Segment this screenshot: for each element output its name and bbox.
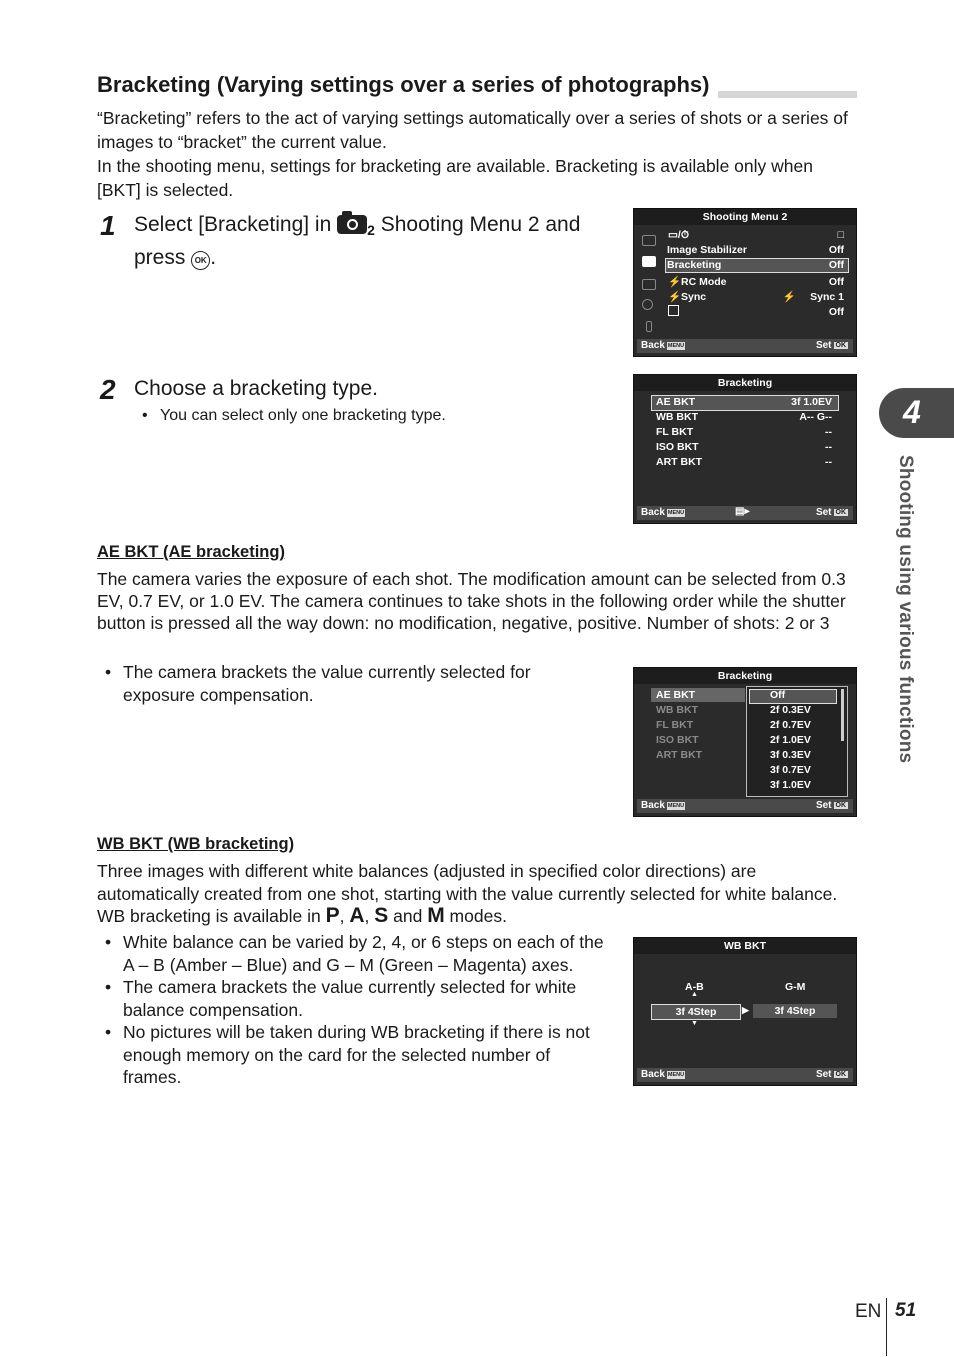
camera-icon [337, 215, 367, 234]
menu-button-tag: MENU [667, 803, 685, 809]
flash-icon: ⚡ [782, 291, 796, 303]
screen3-option-5: 3f 0.7EV [770, 764, 811, 776]
screen-ae-bkt-options [633, 667, 857, 817]
right-arrow-icon: ▶ [742, 1005, 749, 1015]
wb-bkt-bullet: • White balance can be varied by 2, 4, or 6 steps on each of the A – B (Amber – Blue) and G – M (Green – Magenta) axes. [97, 931, 612, 976]
menu-button-tag: MENU [667, 343, 685, 349]
back-hint: Back MENU [641, 800, 685, 811]
screen-title: Bracketing [634, 668, 856, 684]
screen2-row-3-label: ISO BKT [656, 441, 699, 453]
chapter-number: 4 [903, 394, 921, 430]
screen1-row-3-label: RC Mode [681, 276, 727, 288]
page-number: 51 [895, 1300, 917, 1321]
screen-title: WB BKT [634, 938, 856, 954]
mode-m-icon: M [427, 904, 445, 927]
custom-menu-tab-icon [642, 299, 653, 310]
step-1-number: 1 [100, 210, 116, 241]
gm-value: 3f 4Step [753, 1004, 837, 1018]
language-code: EN [855, 1301, 882, 1322]
wb-bkt-heading: WB BKT (WB bracketing) [97, 835, 295, 853]
back-hint: Back MENU [641, 340, 685, 351]
ae-bkt-heading: AE BKT (AE bracketing) [97, 543, 285, 561]
popup-scrollbar[interactable] [841, 689, 844, 741]
screen2-row-3-value: -- [825, 441, 832, 453]
back-hint: Back MENU [641, 1069, 685, 1080]
mode-a-icon: A [349, 904, 365, 927]
separator: , [339, 906, 350, 926]
screen2-row-2-label: FL BKT [656, 426, 694, 438]
drive-icon: ▭/⏱ [668, 229, 690, 241]
wb-bkt-bullet: • No pictures will be taken during WB bracketing if there is not enough memory on the card for the selected number of frames. [97, 1021, 612, 1089]
ok-button-tag: OK [835, 802, 846, 809]
ok-button-tag: OK [835, 509, 846, 516]
flash-icon: ⚡ [668, 276, 682, 288]
screen2-row-4-value: -- [825, 456, 832, 468]
screen2-row-4-label: ART BKT [656, 456, 703, 468]
screen2-row-1-value: A-- G-- [799, 411, 832, 423]
memory-card-icon [668, 305, 679, 316]
set-hint: Set OK [815, 340, 846, 351]
menu-button-tag: MENU [667, 510, 685, 516]
screen3-option-1: 2f 0.3EV [770, 704, 811, 716]
ae-bkt-bullets [97, 661, 567, 706]
step-1-text-c: press [134, 246, 192, 269]
step-2-bullets [134, 405, 604, 428]
screen1-row-1-label: Image Stabilizer [667, 244, 747, 256]
screen-footer [637, 1068, 853, 1082]
screen-footer [637, 506, 853, 520]
screen1-row-1-value: Off [828, 244, 844, 256]
step-2-text: Choose a bracketing type. [134, 377, 378, 400]
screen1-row-2-value: Off [828, 259, 844, 271]
ae-bkt-paragraph: The camera varies the exposure of each shot. The modification amount can be selected from 0.3 EV, 0.7 EV, or 1.0 EV. The camera continues to take shots in the following order while the shutter button is pressed all the way down: no modification, negative, positive. Number of shots: 2 or 3 [97, 569, 846, 633]
screen3-option-3: 2f 1.0EV [770, 734, 811, 746]
wb-bkt-bullet: • The camera brackets the value currently selected for white balance compensation. [97, 976, 612, 1021]
step-1-text-a: Select [Bracketing] in [134, 213, 338, 236]
screen3-selected-option [749, 689, 837, 704]
chapter-label: Shooting using various functions [895, 455, 916, 764]
shooting-menu-2-tab-icon [642, 256, 656, 267]
screen-title: Shooting Menu 2 [634, 209, 856, 225]
down-arrow-icon: ▼ [691, 1020, 698, 1027]
screen1-row-4-value: Sync 1 [810, 291, 844, 303]
wb-bkt-bullets [97, 931, 612, 1089]
screen2-row-0-label: AE BKT [656, 396, 696, 408]
screen3-option-0: Off [770, 689, 786, 701]
ab-value: 3f 4Step [651, 1004, 741, 1020]
screen-title: Bracketing [634, 375, 856, 391]
screen2-row-2-value: -- [825, 426, 832, 438]
wb-bkt-paragraph [97, 860, 859, 928]
back-hint: Back MENU [641, 507, 685, 518]
screen-footer [637, 799, 853, 813]
ok-button-tag: OK [835, 1071, 846, 1078]
screen2-row-0-value: 3f 1.0EV [791, 396, 832, 408]
mode-s-icon: S [374, 904, 389, 927]
screen3-label-0: AE BKT [656, 689, 696, 701]
screen-footer [637, 339, 853, 353]
menu-button-tag: MENU [667, 1072, 685, 1078]
section-title: Bracketing (Varying settings over a series of photographs) [97, 72, 718, 98]
setup-tab-icon [646, 321, 652, 332]
screen-bracketing-list [633, 374, 857, 524]
screen1-row-2-label: Bracketing [667, 259, 722, 271]
step-2-bullet: • You can select only one bracketing type. [134, 405, 604, 428]
shooting-menu-1-tab-icon [642, 235, 656, 246]
screen-wb-bkt [633, 937, 857, 1086]
screen1-row-5-value: Off [828, 306, 844, 318]
footer-divider [886, 1298, 887, 1356]
playback-tab-icon [642, 279, 656, 290]
settings-arrow-icon: ▤▸ [735, 506, 750, 517]
mode-p-icon: P [325, 904, 340, 927]
screen1-row-4-label: Sync [681, 291, 707, 303]
screen3-option-2: 2f 0.7EV [770, 719, 811, 731]
camera-menu-number: 2 [367, 222, 375, 238]
step-1-text [134, 211, 624, 271]
wb-para-text-end: modes. [444, 906, 507, 926]
screen2-row-1-label: WB BKT [656, 411, 698, 423]
ok-button-tag: OK [835, 342, 846, 349]
screen1-row-0-value: □ [837, 229, 844, 241]
ab-axis-label: A-B [685, 981, 704, 993]
separator: , [364, 906, 375, 926]
screen3-label-4: ART BKT [656, 749, 703, 761]
intro-paragraph-1: “Bracketing” refers to the act of varying settings automatically over a series of shots or a series of images to “bracket” the current value. [97, 108, 848, 152]
ae-bkt-bullet: • The camera brackets the value currently selected for exposure compensation. [97, 661, 567, 706]
set-hint: Set OK [815, 800, 846, 811]
screen3-label-3: ISO BKT [656, 734, 699, 746]
step-1-text-d: . [210, 246, 217, 269]
gm-axis-label: G-M [785, 981, 806, 993]
screen-shooting-menu-2 [633, 208, 857, 357]
set-hint: Set OK [815, 507, 846, 518]
screen3-label-1: WB BKT [656, 704, 698, 716]
intro-paragraph-2: In the shooting menu, settings for bracketing are available. Bracketing is available only when [BKT] is selected. [97, 156, 813, 200]
and-text: and [388, 906, 428, 926]
screen1-row-3-value: Off [828, 276, 844, 288]
screen3-option-4: 3f 0.3EV [770, 749, 811, 761]
screen3-option-6: 3f 1.0EV [770, 779, 811, 791]
wb-para-text: Three images with different white balances (adjusted in specified color directions) are automatically created from one shot, starting with the value currently selected for white balance. WB bracketing is available in [97, 861, 838, 926]
set-hint: Set OK [815, 1069, 846, 1080]
step-1-text-b: Shooting Menu 2 and [374, 213, 581, 236]
flash-icon: ⚡ [668, 291, 682, 303]
ok-button-icon: OK [191, 251, 210, 270]
up-arrow-icon: ▲ [691, 991, 698, 998]
step-2-number: 2 [100, 374, 116, 405]
screen3-label-2: FL BKT [656, 719, 694, 731]
